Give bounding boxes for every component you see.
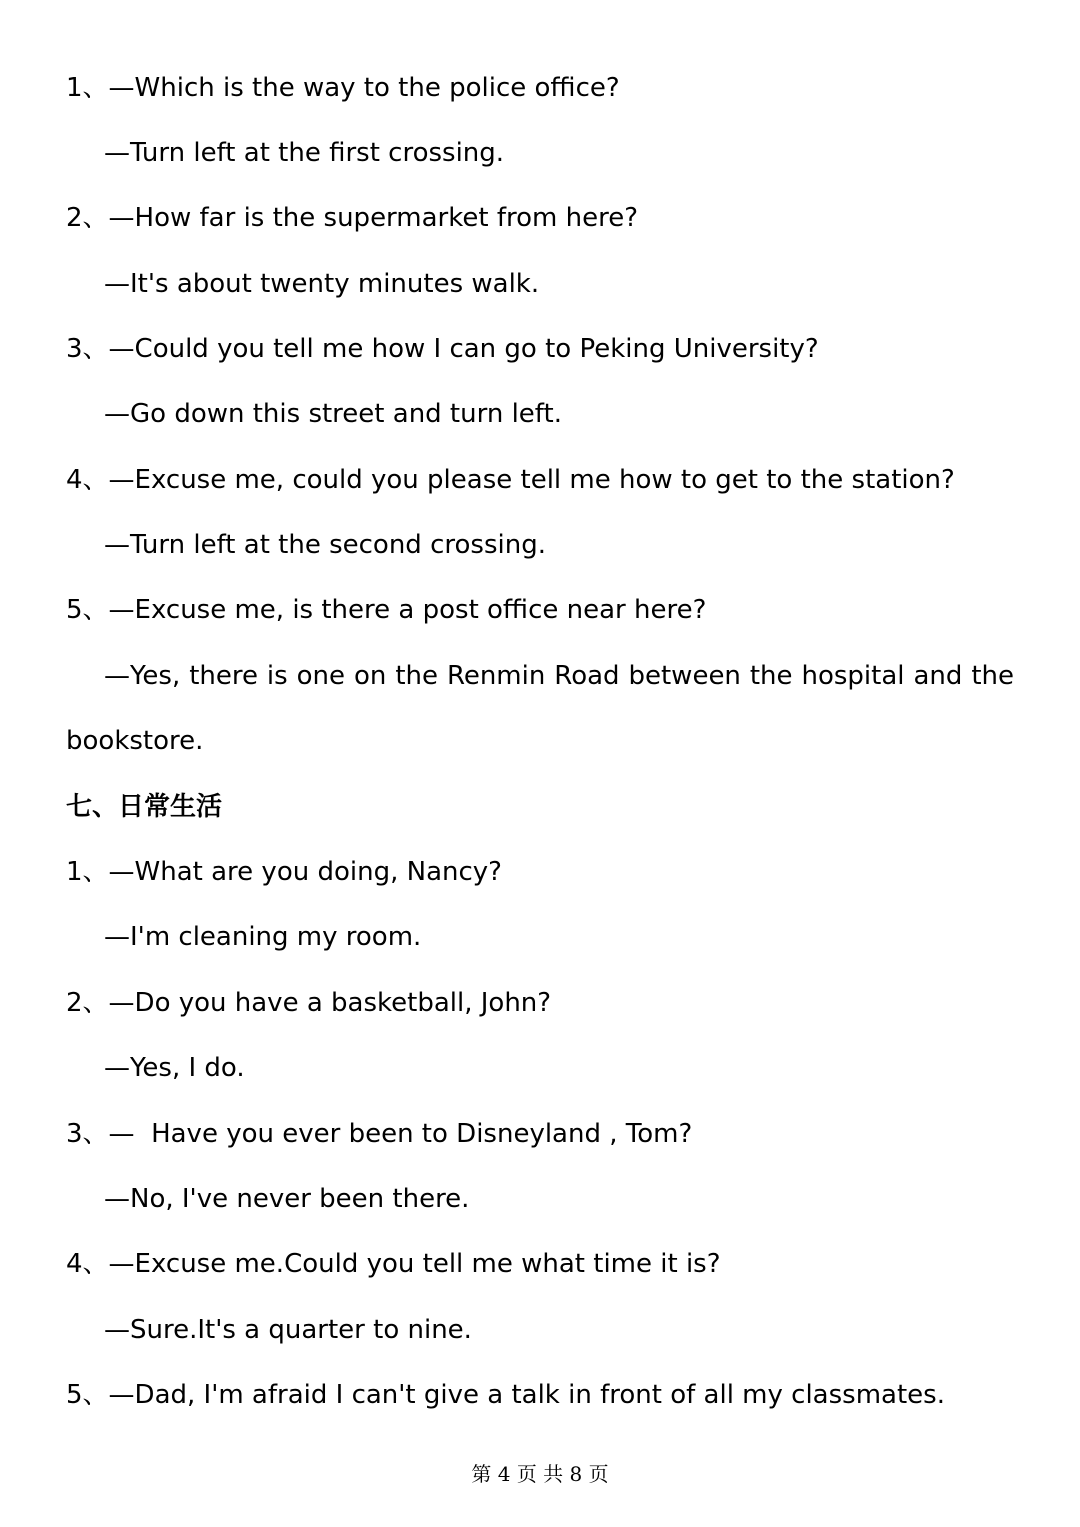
dialogue-question-3: 3、—Could you tell me how I can go to Peking University? (66, 334, 819, 364)
dialogue-answer-3: —Go down this street and turn left. (104, 399, 562, 429)
dialogue-question-5: 5、—Excuse me, is there a post office near here? (66, 595, 707, 625)
dialogue-answer-1: —Turn left at the first crossing. (104, 138, 505, 168)
dialogue-answer-5: —Yes, there is one on the Renmin Road between the hospital and the (104, 661, 1014, 691)
section-heading: 七、日常生活 (66, 792, 223, 822)
dialogue-question-2: 2、—How far is the supermarket from here? (66, 203, 638, 233)
daily-life-answer-2: —Yes, I do. (104, 1053, 245, 1083)
daily-life-question-2: 2、—Do you have a basketball, John? (66, 988, 552, 1018)
daily-life-question-1: 1、—What are you doing, Nancy? (66, 857, 502, 887)
dialogue-question-4: 4、—Excuse me, could you please tell me how to get to the station? (66, 465, 955, 495)
dialogue-answer-4: —Turn left at the second crossing. (104, 530, 546, 560)
dialogue-question-1: 1、—Which is the way to the police office? (66, 73, 620, 103)
daily-life-question-4: 4、—Excuse me.Could you tell me what time it is? (66, 1249, 721, 1279)
daily-life-answer-1: —I'm cleaning my room. (104, 922, 422, 952)
dialogue-answer-2: —It's about twenty minutes walk. (104, 269, 540, 299)
dialogue-answer-5-continued: bookstore. (66, 726, 204, 756)
daily-life-question-3: 3、— Have you ever been to Disneyland , Tom? (66, 1119, 693, 1149)
page-footer: 第 4 页 共 8 页 (471, 1462, 609, 1486)
daily-life-question-5: 5、—Dad, I'm afraid I can't give a talk in front of all my classmates. (66, 1380, 945, 1410)
daily-life-answer-3: —No, I've never been there. (104, 1184, 470, 1214)
daily-life-answer-4: —Sure.It's a quarter to nine. (104, 1315, 472, 1345)
